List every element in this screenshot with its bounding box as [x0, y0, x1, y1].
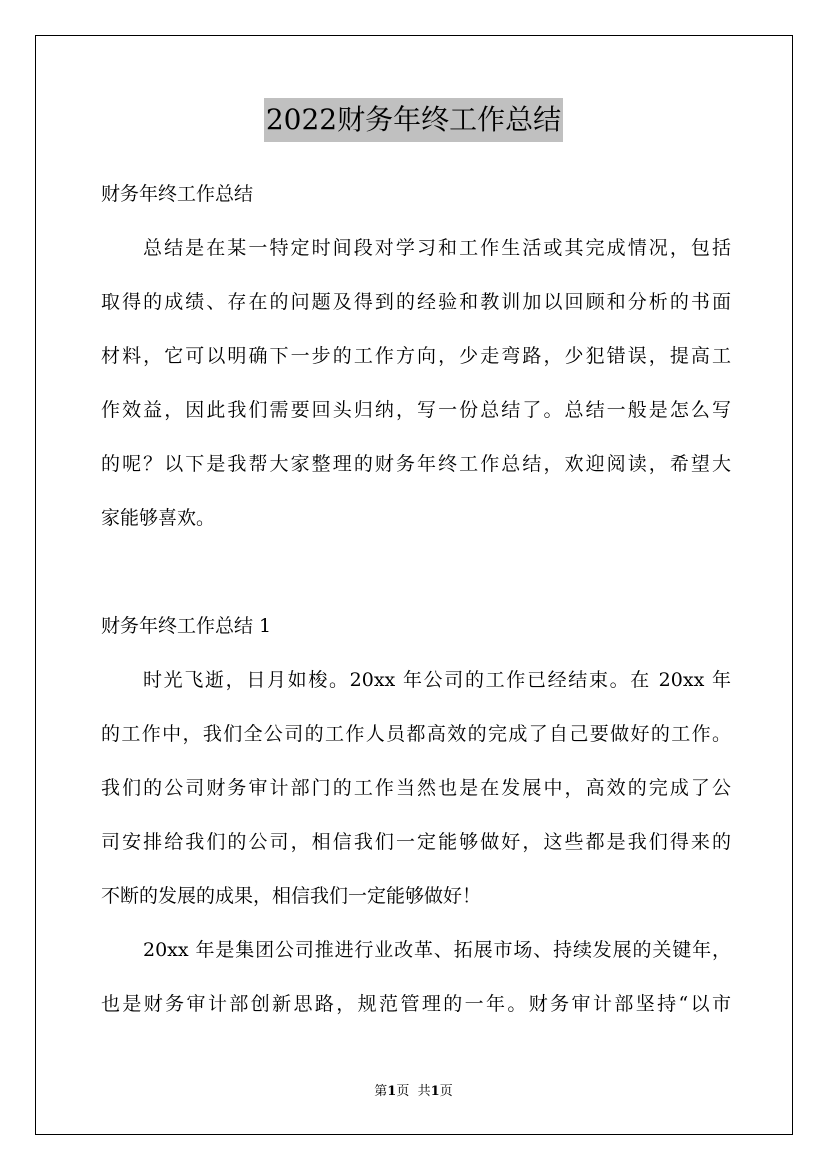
- document-title: 2022财务年终工作总结: [264, 98, 563, 142]
- paragraph-line: 取得的成绩、存在的问题及得到的经验和教训加以回顾和分析的书面: [101, 291, 731, 313]
- paragraph-line: 的呢？以下是我帮大家整理的财务年终工作总结，欢迎阅读，希望大: [101, 453, 731, 475]
- page-suffix: 页: [396, 1084, 410, 1099]
- paragraph-line: 司安排给我们的公司，相信我们一定能够做好，这些都是我们得来的: [101, 831, 731, 853]
- total-suffix: 页: [439, 1084, 453, 1099]
- page-footer: [0, 1082, 827, 1102]
- section1-paragraph-1: [101, 653, 731, 923]
- section1-paragraph-2: [101, 923, 731, 1031]
- paragraph-line: 总结是在某一特定时间段对学习和工作生活或其完成情况，包括: [143, 237, 731, 259]
- title-container: [0, 98, 827, 142]
- total-pages: 1: [430, 1084, 440, 1099]
- total-prefix: 共: [417, 1084, 431, 1099]
- document-subtitle: 财务年终工作总结: [101, 183, 254, 205]
- section-heading: 财务年终工作总结 1: [101, 615, 272, 637]
- paragraph-line: 材料，它可以明确下一步的工作方向，少走弯路，少犯错误，提高工: [101, 345, 731, 367]
- paragraph-line: 不断的发展的成果，相信我们一定能够做好！: [101, 885, 482, 907]
- paragraph-line: 20xx 年是集团公司推进行业改革、拓展市场、持续发展的关键年，: [143, 939, 731, 961]
- page-number: 1: [387, 1084, 397, 1099]
- paragraph-line: 家能够喜欢。: [101, 507, 216, 529]
- paragraph-line: 作效益，因此我们需要回头归纳，写一份总结了。总结一般是怎么写: [101, 399, 731, 421]
- page-prefix: 第: [374, 1084, 388, 1099]
- document-body: [101, 167, 731, 1031]
- intro-paragraph: [101, 221, 731, 545]
- paragraph-line: 的工作中，我们全公司的工作人员都高效的完成了自己要做好的工作。: [101, 723, 731, 745]
- paragraph-line: 我们的公司财务审计部门的工作当然也是在发展中，高效的完成了公: [101, 777, 731, 799]
- paragraph-line: 时光飞逝，日月如梭。20xx 年公司的工作已经结束。在 20xx 年: [143, 669, 731, 691]
- paragraph-line: 也是财务审计部创新思路，规范管理的一年。财务审计部坚持“以市: [101, 993, 731, 1015]
- blank-line: [101, 545, 731, 599]
